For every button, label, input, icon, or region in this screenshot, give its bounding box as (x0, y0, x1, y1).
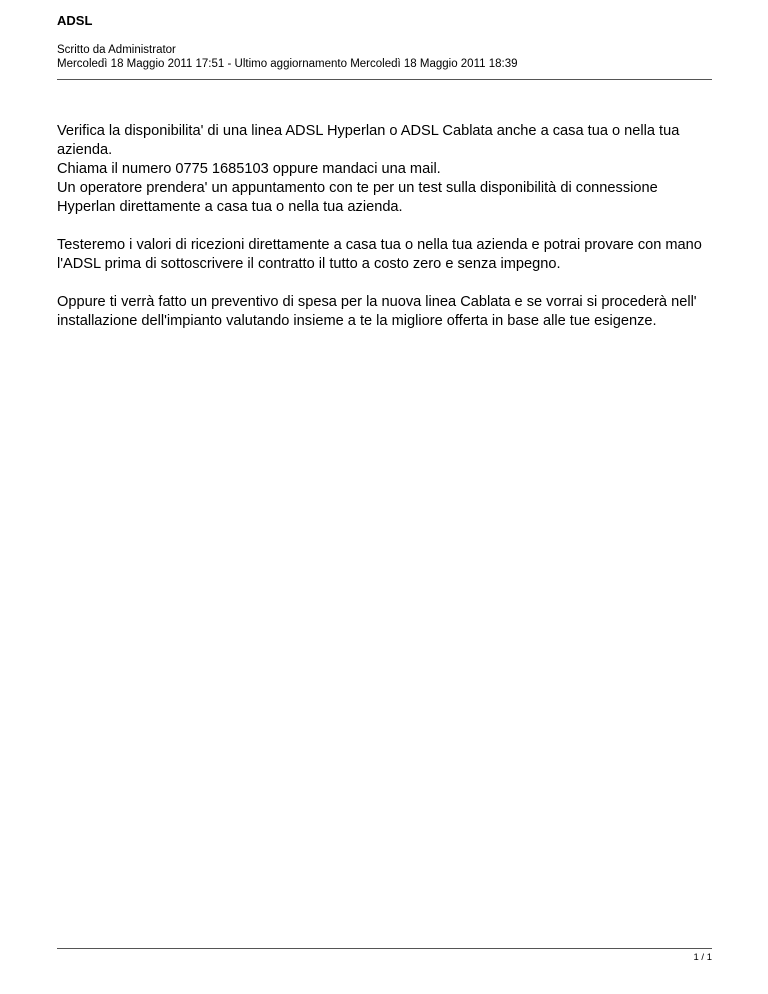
dates-line: Mercoledì 18 Maggio 2011 17:51 - Ultimo aggiornamento Mercoledì 18 Maggio 2011 18:39 (57, 58, 518, 70)
paragraph-3: Oppure ti verrà fatto un preventivo di spesa per la nuova linea Cablata e se vorrai si procederà nell' installazione dell'impianto valutando insieme a te la migliore offerta in base alle tue esigenze. (57, 294, 697, 329)
article-body (57, 122, 717, 350)
page-number: 1 / 1 (693, 952, 712, 963)
paragraph-1-line-2: Chiama il numero 0775 1685103 oppure mandaci una mail. (57, 161, 441, 177)
paragraph-1 (57, 122, 717, 217)
author-line: Scritto da Administrator (57, 44, 176, 56)
footer-divider (57, 948, 712, 949)
header-divider (57, 79, 712, 80)
article-meta (57, 43, 712, 71)
page-title: ADSL (57, 13, 93, 28)
page-header (57, 13, 712, 71)
paragraph-1-line-3: Un operatore prendera' un appuntamento con te per un test sulla disponibilità di connessione Hyperlan direttamente a casa tua o nella tua azienda. (57, 180, 658, 215)
paragraph-1-line-1: Verifica la disponibilita' di una linea ADSL Hyperlan o ADSL Cablata anche a casa tua o nella tua azienda. (57, 123, 680, 158)
paragraph-2: Testeremo i valori di ricezioni direttamente a casa tua o nella tua azienda e potrai provare con mano l'ADSL prima di sottoscrivere il contratto il tutto a costo zero e senza impegno. (57, 237, 702, 272)
